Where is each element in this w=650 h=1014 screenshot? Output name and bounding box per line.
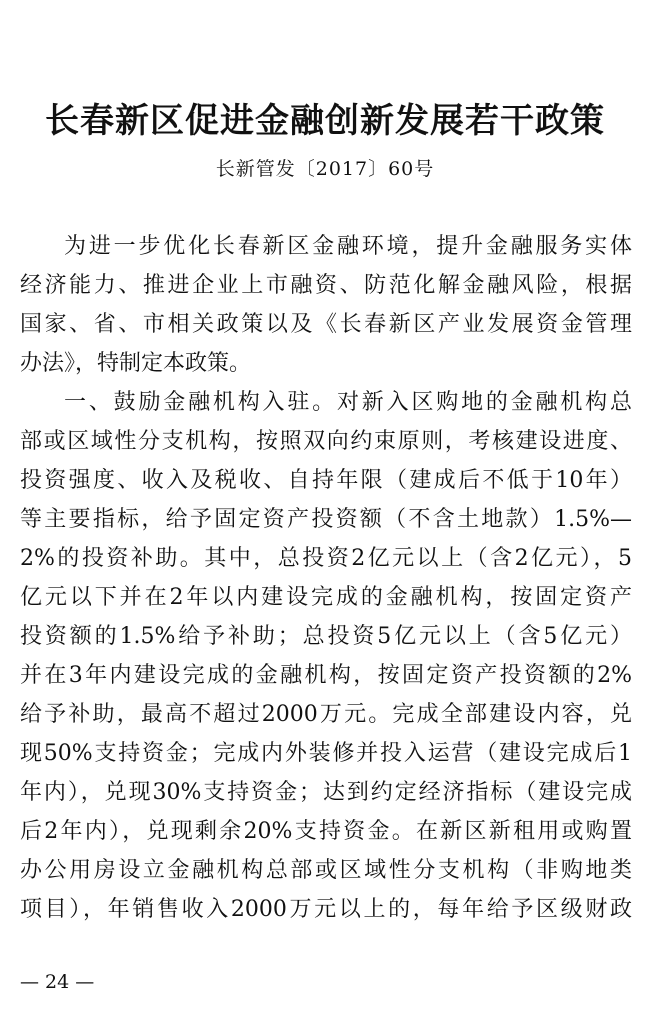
paragraph-2-line-12: 后2年内），兑现剩余20%支持资金。在新区新租用或购置 — [20, 819, 632, 844]
document-title: 长春新区促进金融创新发展若干政策 — [45, 101, 605, 141]
paragraph-1-line-2: 经济能力、推进企业上市融资、防范化解金融风险，根据 — [20, 273, 632, 298]
paragraph-2-line-9: 给予补助，最高不超过2000万元。完成全部建设内容，兑 — [20, 702, 632, 727]
paragraph-1-line-4: 办法》，特制定本政策。 — [20, 351, 252, 376]
paragraph-2-line-8: 并在3年内建设完成的金融机构，按固定资产投资额的2% — [20, 663, 632, 688]
document-body — [20, 227, 632, 929]
paragraph-2-line-1: 一、鼓励金融机构入驻。对新入区购地的金融机构总 — [64, 390, 632, 415]
paragraph-2-line-14: 项目），年销售收入2000万元以上的，每年给予区级财政 — [20, 897, 632, 922]
page-number: — 24 — — [20, 971, 95, 993]
document-number: 长新管发〔2017〕60号 — [215, 158, 435, 180]
paragraph-2-line-2: 部或区域性分支机构，按照双向约束原则，考核建设进度、 — [20, 429, 632, 454]
paragraph-2-line-7: 投资额的1.5%给予补助；总投资5亿元以上（含5亿元） — [20, 624, 632, 649]
paragraph-2-line-6: 亿元以下并在2年以内建设完成的金融机构，按固定资产 — [20, 585, 632, 610]
paragraph-2-line-13: 办公用房设立金融机构总部或区域性分支机构（非购地类 — [20, 858, 632, 883]
paragraph-2-line-10: 现50%支持资金；完成内外装修并投入运营（建设完成后1 — [20, 741, 632, 766]
paragraph-2-line-3: 投资强度、收入及税收、自持年限（建成后不低于10年） — [20, 468, 632, 493]
paragraph-2-line-5: 2%的投资补助。其中，总投资2亿元以上（含2亿元），5 — [20, 546, 632, 571]
paragraph-2-line-4: 等主要指标，给予固定资产投资额（不含土地款）1.5%— — [20, 507, 632, 532]
paragraph-1-line-3: 国家、省、市相关政策以及《长春新区产业发展资金管理 — [20, 312, 632, 337]
paragraph-1-line-1: 为进一步优化长春新区金融环境，提升金融服务实体 — [64, 234, 632, 259]
paragraph-2-line-11: 年内），兑现30%支持资金；达到约定经济指标（建设完成 — [20, 780, 632, 805]
